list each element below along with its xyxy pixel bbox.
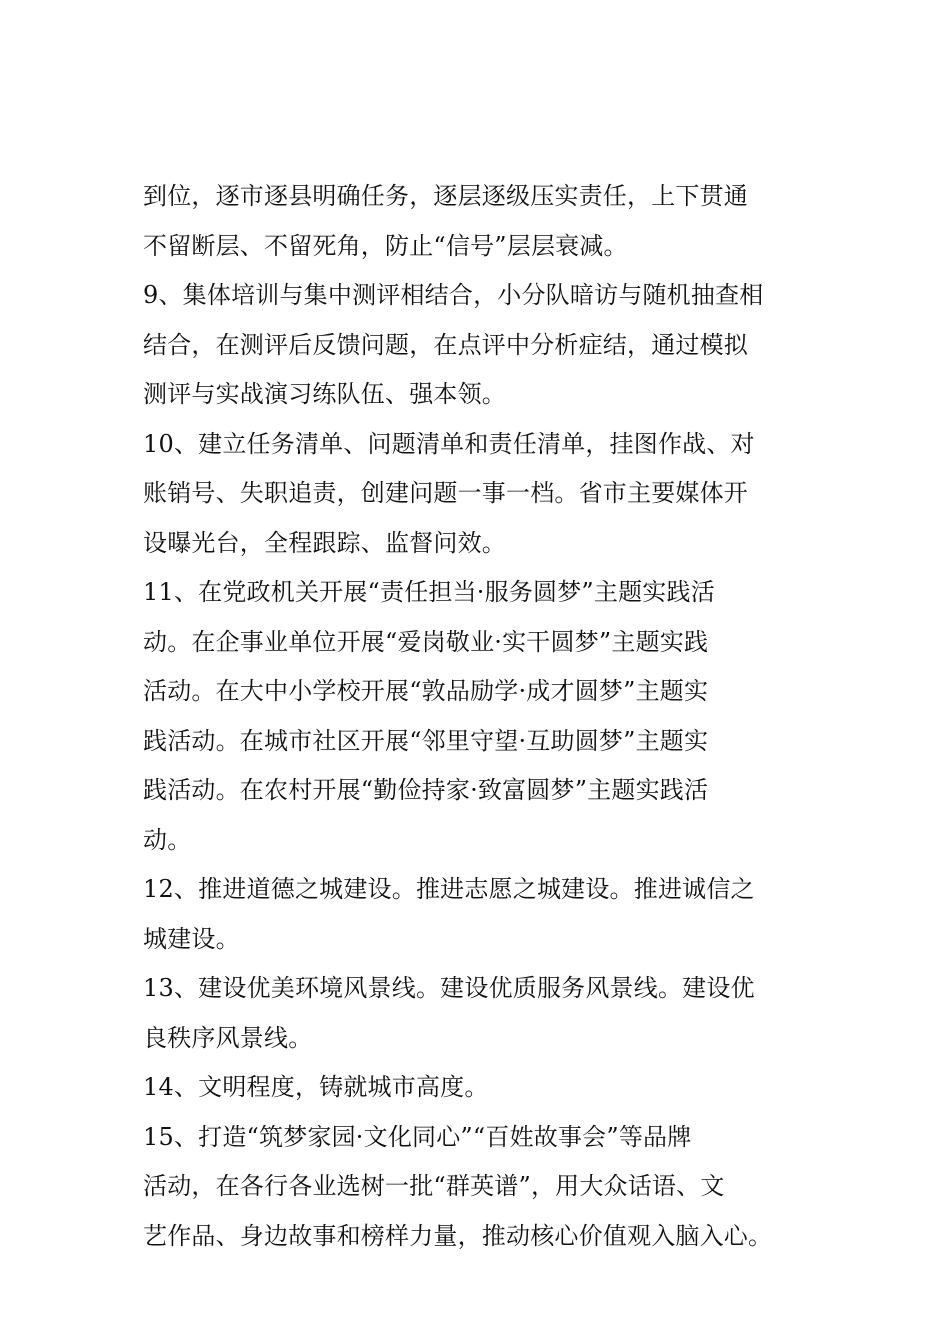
document-body (143, 172, 823, 1261)
text-line: 账销号、失职追责，创建问题一事一档。省市主要媒体开 (143, 479, 748, 507)
text-line: 活动。在大中小学校开展“敦品励学·成才圆梦”主题实 (143, 677, 709, 705)
text-line: 践活动。在农村开展“勤俭持家·致富圆梦”主题实践活 (143, 776, 709, 804)
text-line: 动。在企事业单位开展“爱岗敬业·实干圆梦”主题实践 (143, 627, 709, 656)
text-line: 测评与实战演习练队伍、强本领。 (143, 380, 506, 408)
text-line: 11、在党政机关开展“责任担当·服务圆梦”主题实践活 (143, 578, 715, 606)
text-line: 14、文明程度，铸就城市高度。 (143, 1073, 489, 1101)
text-line: 15、打造“筑梦家园·文化同心”“百姓故事会”等品牌 (143, 1122, 692, 1151)
text-line: 城建设。 (143, 924, 240, 953)
text-line: 不留断层、不留死角，防止“信号”层层衰减。 (143, 231, 628, 260)
text-line: 10、建立任务清单、问题清单和责任清单，挂图作战、对 (143, 429, 755, 458)
text-line: 动。 (143, 825, 192, 854)
text-line: 12、推进道德之城建设。推进志愿之城建设。推进诚信之 (143, 875, 755, 903)
text-line: 9、集体培训与集中测评相结合，小分队暗访与随机抽查相 (143, 281, 764, 309)
text-line: 结合，在测评后反馈问题，在点评中分析症结，通过模拟 (143, 330, 748, 359)
text-line: 13、建设优美环境风景线。建设优质服务风景线。建设优 (143, 974, 755, 1002)
text-line: 艺作品、身边故事和榜样力量，推动核心价值观入脑入心。 (143, 1221, 773, 1250)
text-line: 良秩序风景线。 (143, 1023, 313, 1052)
text-line: 设曝光台，全程跟踪、监督问效。 (143, 528, 506, 557)
text-line: 活动，在各行各业选树一批“群英谱”，用大众话语、文 (143, 1172, 725, 1200)
text-line: 践活动。在城市社区开展“邻里守望·互助圆梦”主题实 (143, 726, 709, 755)
text-line: 到位，逐市逐县明确任务，逐层逐级压实责任，上下贯通 (143, 182, 748, 210)
